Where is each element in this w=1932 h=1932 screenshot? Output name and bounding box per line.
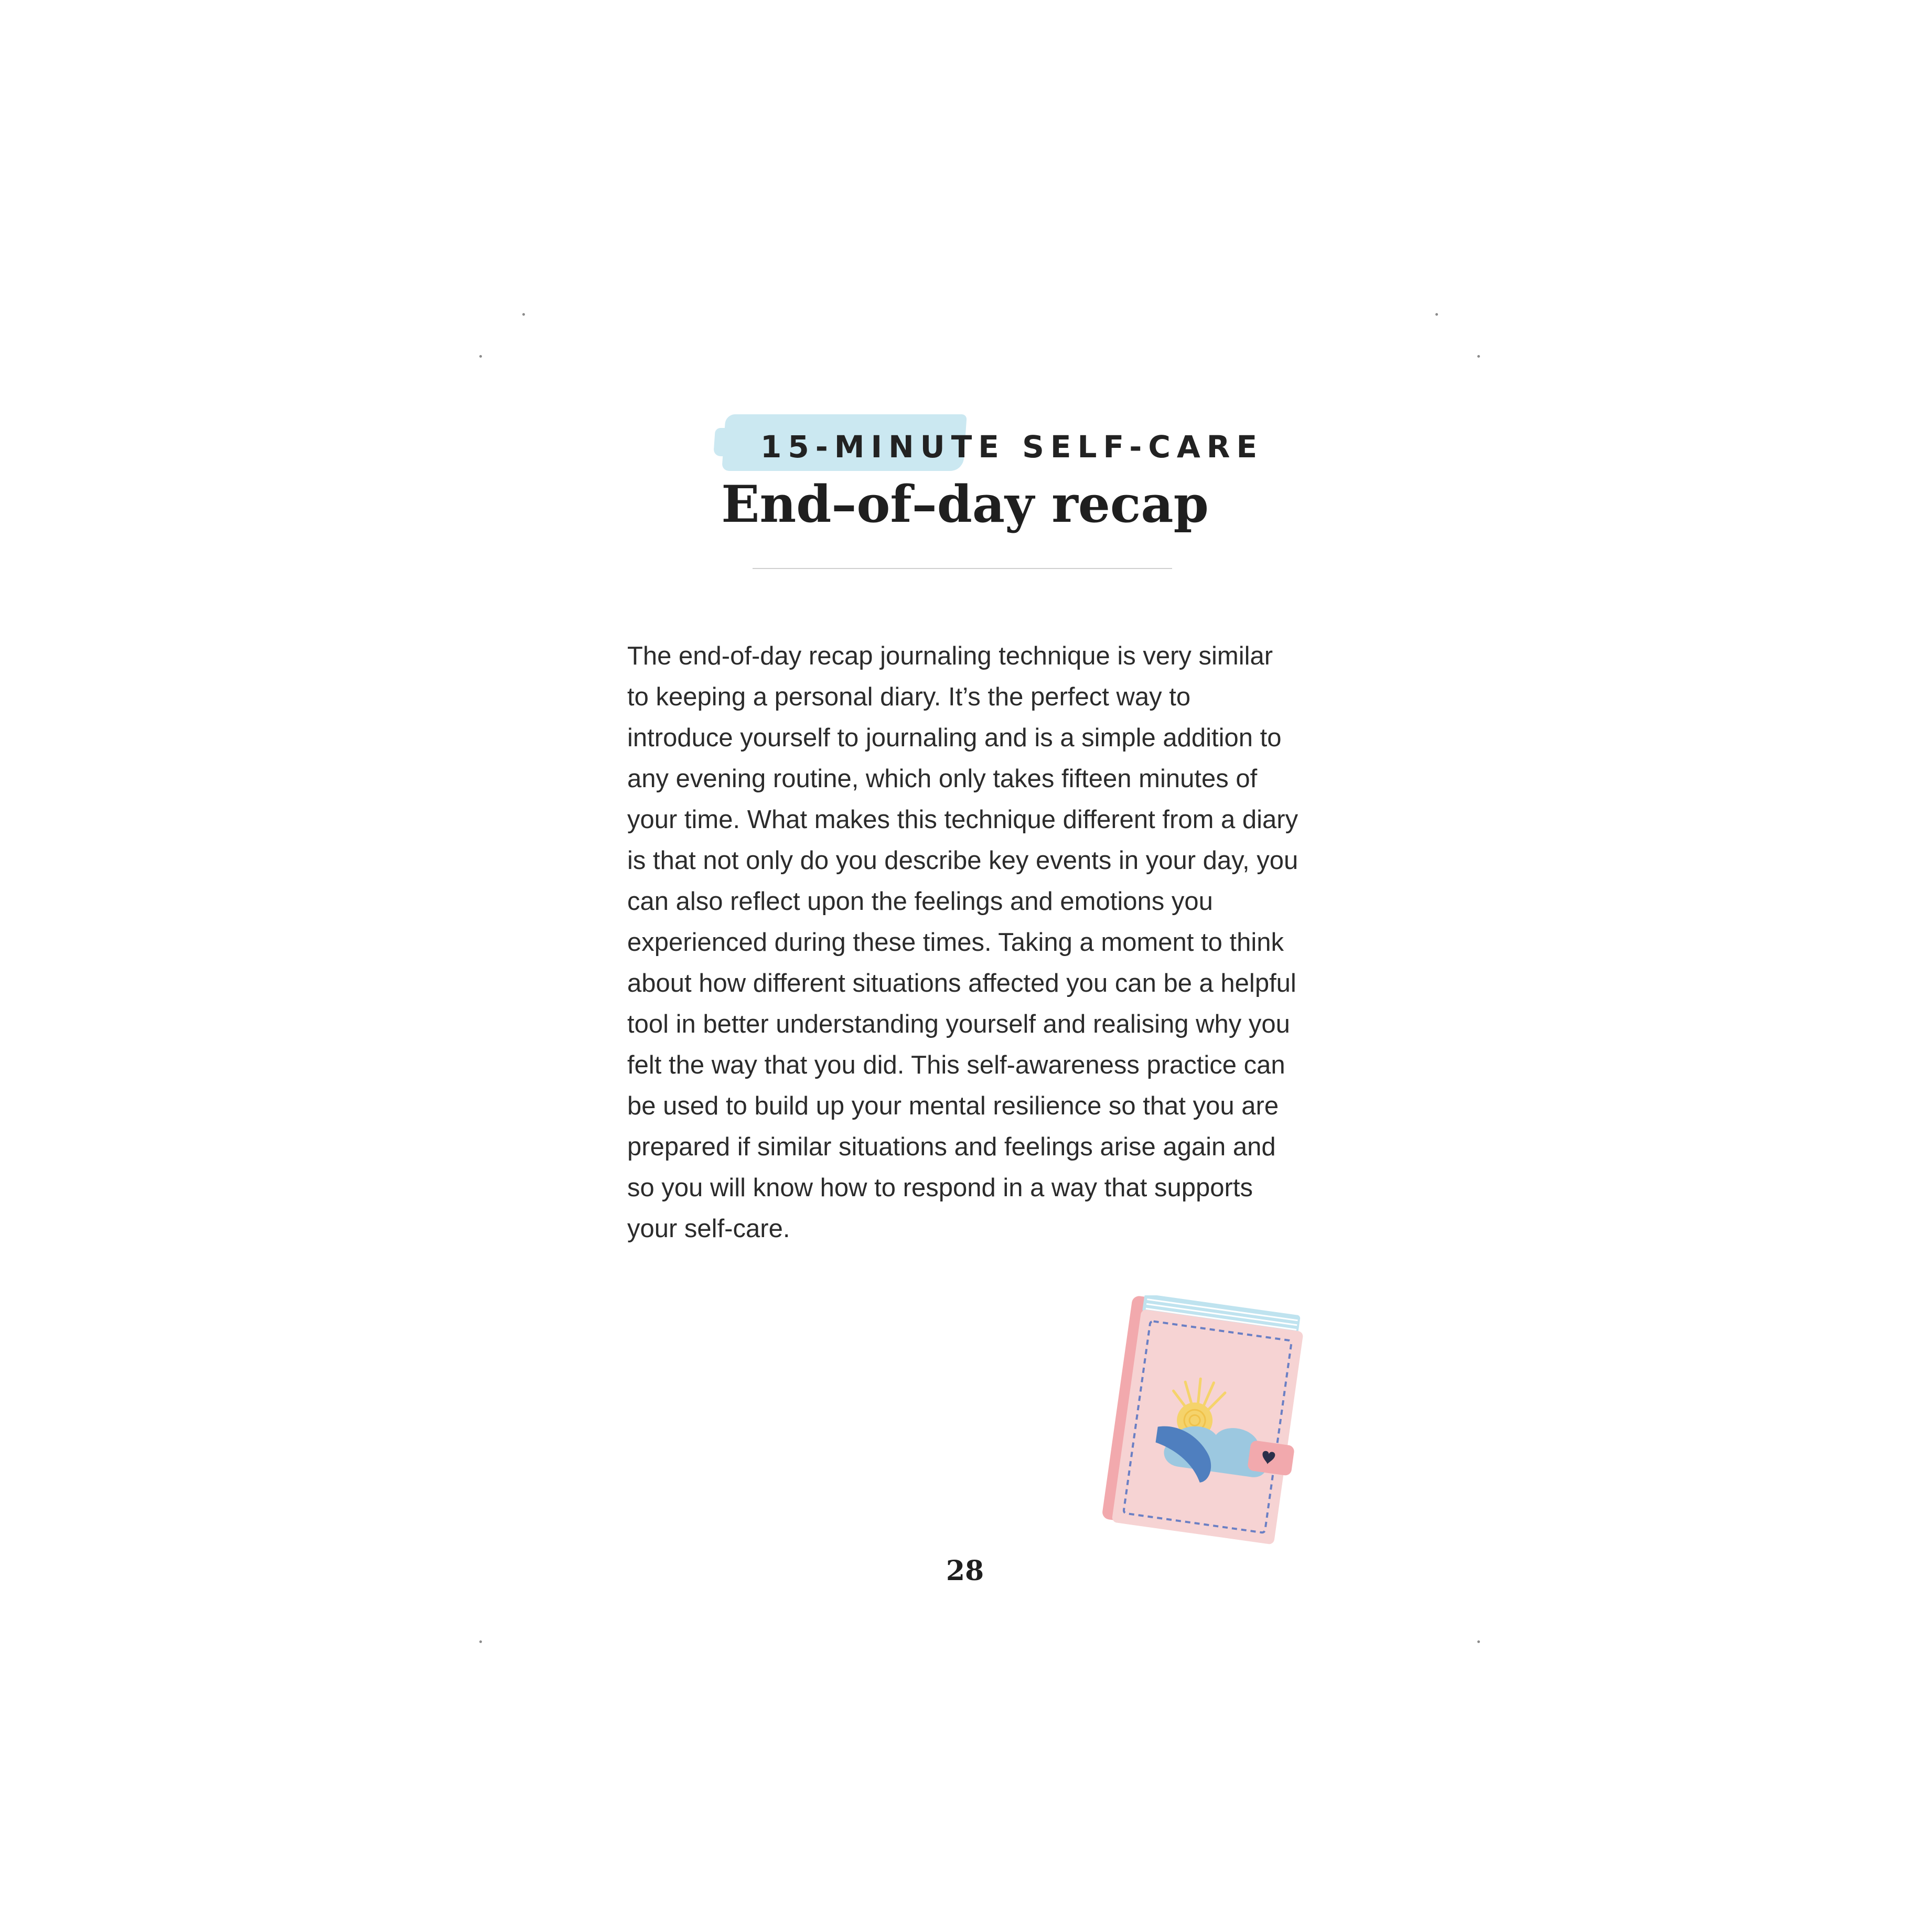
page-title: End–of–day recap	[721, 475, 1209, 534]
section-label: 15-MINUTE SELF-CARE	[760, 429, 1264, 465]
body-paragraph: The end-of-day recap journaling technique is very similar to keeping a personal diary. It’s the perfect way to introduce yourself to journaling and is a simple addition to any evening routine, which only takes fifteen minutes of your time. What makes this technique different from a diary is that not only do you describe key events in your day, you can also reflect upon the feelings and emotions you experienced during these times. Taking a moment to think about how different situations affected you can be a helpful tool in better understanding yourself and realising why you felt the way that you did. This self-awareness practice can be used to build up your mental resilience so that you are prepared if similar situations and feelings arise again and so you will know how to respond in a way that supports your self-care.	[627, 642, 1298, 1243]
crop-mark	[1435, 313, 1438, 316]
crop-mark	[479, 1640, 482, 1643]
title-divider	[753, 568, 1172, 569]
crop-mark	[1477, 355, 1480, 358]
journal-with-sun-and-cloud-icon	[1096, 1295, 1306, 1547]
page-number: 28	[946, 1555, 984, 1587]
section-kicker	[724, 409, 1264, 482]
crop-mark	[1477, 1640, 1480, 1643]
crop-mark	[479, 355, 482, 358]
crop-mark	[522, 313, 525, 316]
